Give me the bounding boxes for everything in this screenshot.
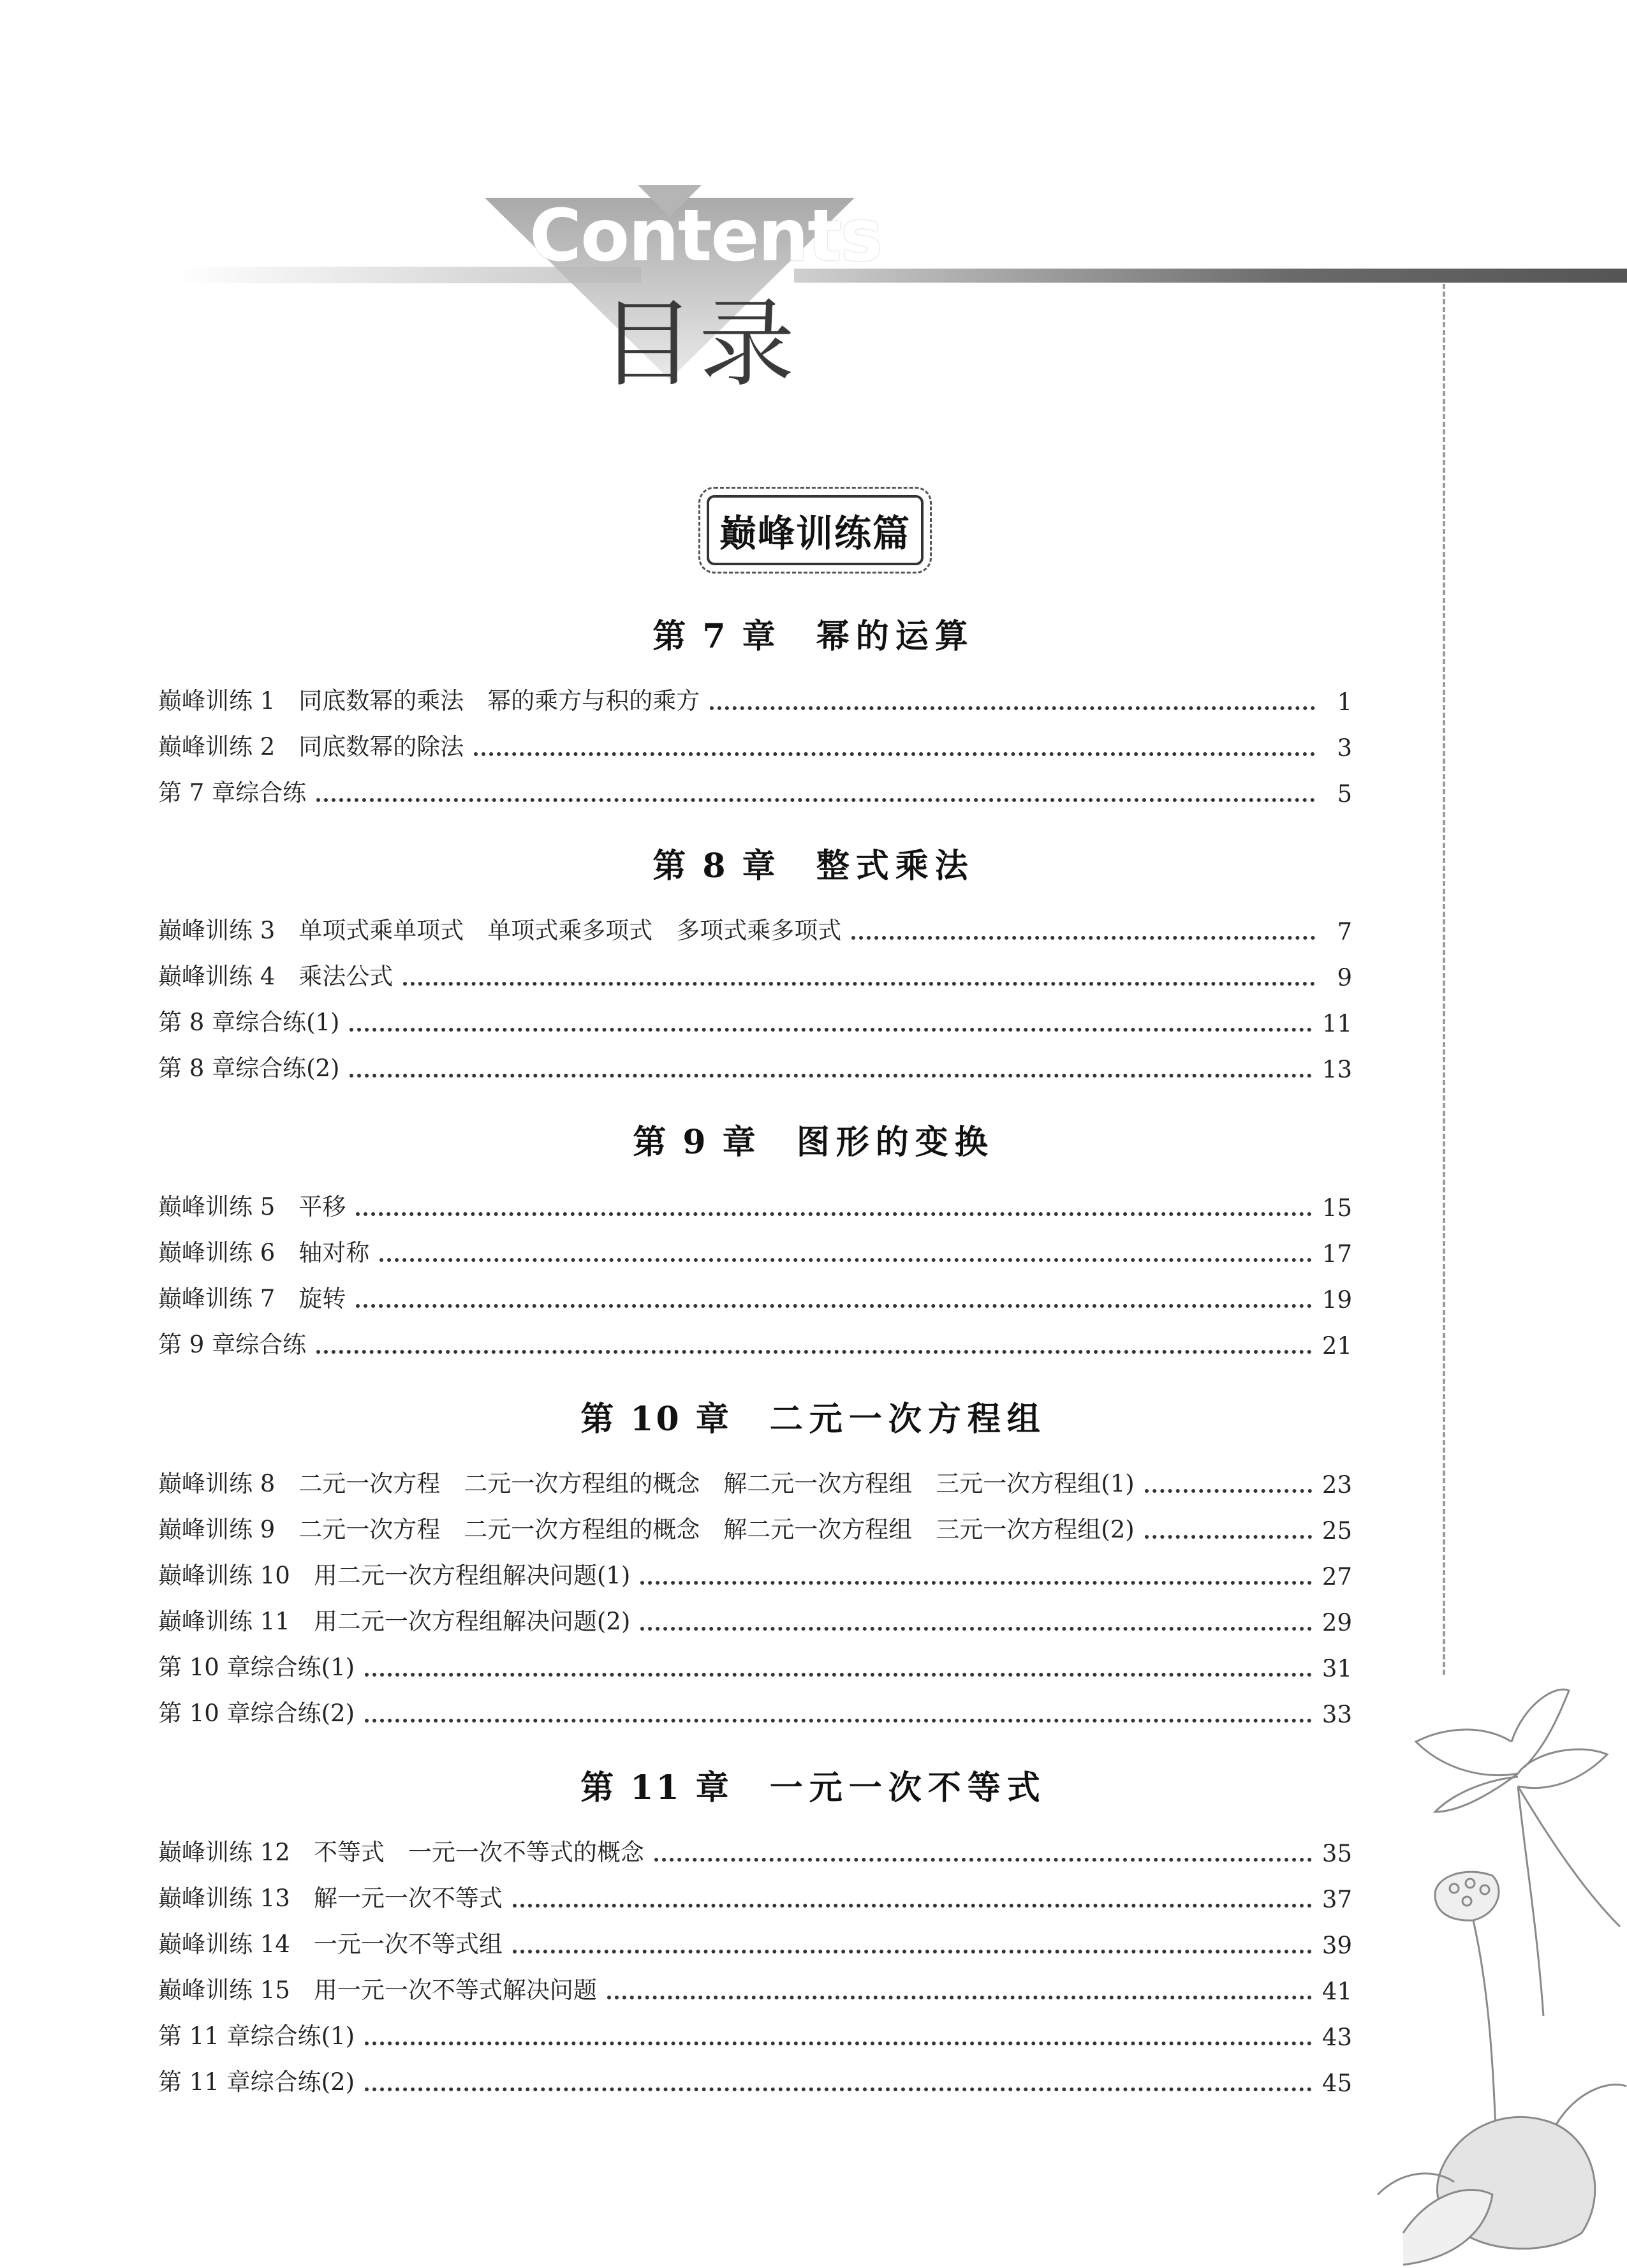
lotus-illustration <box>1365 1684 1627 2268</box>
toc-entry[interactable] <box>158 776 1352 808</box>
chapter-heading-7 <box>0 609 1627 657</box>
page-number: 41 <box>1321 1978 1352 2005</box>
dot-leader <box>365 2087 1312 2091</box>
page-number: 31 <box>1321 1655 1352 1682</box>
toc-entry[interactable] <box>158 1328 1352 1360</box>
chapter-label: 第 11 章 <box>580 1768 732 1807</box>
entry-label: 巅峰训练 8 二元一次方程 二元一次方程组的概念 解二元一次方程组 三元一次方程组(1) <box>158 1470 1135 1497</box>
entry-label: 巅峰训练 5 平移 <box>158 1193 346 1220</box>
entry-label: 第 7 章综合练 <box>158 779 307 806</box>
dot-leader <box>1145 1535 1312 1539</box>
toc-entry[interactable] <box>158 1513 1352 1545</box>
chapter-name: 一元一次不等式 <box>769 1768 1047 1807</box>
dot-leader <box>356 1304 1312 1308</box>
page-number: 33 <box>1321 1701 1352 1728</box>
dot-leader <box>350 1074 1311 1078</box>
dot-leader <box>316 798 1315 802</box>
dot-leader <box>379 1258 1312 1262</box>
chapter-name: 幂的运算 <box>816 617 975 656</box>
page-number: 43 <box>1321 2024 1352 2051</box>
dot-leader <box>1145 1489 1312 1493</box>
chapter-name: 整式乘法 <box>816 847 975 886</box>
entry-label: 巅峰训练 13 解一元一次不等式 <box>158 1885 503 1912</box>
page-number: 37 <box>1321 1886 1352 1913</box>
page-number: 35 <box>1321 1840 1352 1867</box>
entry-label: 巅峰训练 6 轴对称 <box>158 1239 370 1266</box>
page-number: 17 <box>1321 1240 1352 1268</box>
page-number: 21 <box>1321 1332 1352 1360</box>
entry-label: 第 9 章综合练 <box>158 1331 307 1358</box>
dot-leader <box>640 1627 1312 1631</box>
entry-label: 巅峰训练 9 二元一次方程 二元一次方程组的概念 解二元一次方程组 三元一次方程组(2) <box>158 1516 1135 1543</box>
page-number: 3 <box>1337 734 1352 762</box>
dot-leader <box>350 1028 1311 1032</box>
header-bar-right <box>794 269 1627 283</box>
entry-label: 巅峰训练 12 不等式 一元一次不等式的概念 <box>158 1839 644 1866</box>
dot-leader <box>851 936 1315 940</box>
page-number: 29 <box>1321 1609 1352 1636</box>
dot-leader <box>356 1212 1312 1216</box>
entry-label: 巅峰训练 4 乘法公式 <box>158 963 394 990</box>
vertical-dashed-line <box>1443 284 1445 1675</box>
dot-leader <box>365 2042 1312 2045</box>
contents-word: Contents <box>529 195 882 278</box>
chapter-label: 第 8 章 <box>652 847 778 886</box>
dot-leader <box>513 1950 1312 1953</box>
section-title: 巅峰训练篇 <box>719 512 911 555</box>
dot-leader <box>474 752 1315 756</box>
dot-leader <box>640 1581 1312 1585</box>
chapter-label: 第 9 章 <box>633 1123 758 1162</box>
entry-label: 巅峰训练 7 旋转 <box>158 1285 346 1312</box>
dot-leader <box>365 1719 1312 1723</box>
page-number: 19 <box>1321 1286 1352 1314</box>
toc-entry[interactable] <box>158 1559 1352 1590</box>
chapter-name: 图形的变换 <box>796 1123 994 1162</box>
toc-entry[interactable] <box>158 730 1352 762</box>
entry-label: 巅峰训练 10 用二元一次方程组解决问题(1) <box>158 1562 631 1589</box>
page-title: 目录 <box>600 289 799 400</box>
toc-entry[interactable] <box>158 914 1352 945</box>
dot-leader <box>316 1350 1312 1354</box>
chapter-heading-10 <box>0 1392 1627 1440</box>
toc-entry[interactable] <box>158 1190 1352 1222</box>
page-number: 45 <box>1321 2070 1352 2097</box>
page-number: 9 <box>1337 964 1352 991</box>
chapter-label: 第 10 章 <box>580 1400 732 1439</box>
page-number: 13 <box>1321 1056 1352 1083</box>
toc-entry[interactable] <box>158 1650 1352 1682</box>
toc-entry[interactable] <box>158 1927 1352 1959</box>
toc-entry[interactable] <box>158 1696 1352 1728</box>
dot-leader <box>365 1673 1312 1677</box>
dot-leader <box>607 1996 1312 1999</box>
chapter-label: 第 7 章 <box>652 617 778 656</box>
page-number: 15 <box>1321 1194 1352 1222</box>
toc-entry[interactable] <box>158 2065 1352 2097</box>
page-number: 27 <box>1321 1563 1352 1590</box>
toc-entry[interactable] <box>158 1467 1352 1499</box>
dot-leader <box>654 1858 1312 1862</box>
dot-leader <box>513 1904 1312 1908</box>
entry-label: 第 10 章综合练(2) <box>158 1700 355 1727</box>
entry-label: 巅峰训练 2 同底数幂的除法 <box>158 733 464 760</box>
toc-entry[interactable] <box>158 1051 1352 1083</box>
chapter-heading-9 <box>0 1115 1627 1163</box>
toc-entry[interactable] <box>158 1881 1352 1913</box>
toc-entry[interactable] <box>158 2019 1352 2051</box>
toc-entry[interactable] <box>158 1236 1352 1268</box>
entry-label: 巅峰训练 11 用二元一次方程组解决问题(2) <box>158 1608 631 1635</box>
toc-entry[interactable] <box>158 684 1352 716</box>
dot-leader <box>403 982 1315 986</box>
page-number: 23 <box>1321 1471 1352 1499</box>
entry-label: 巅峰训练 3 单项式乘单项式 单项式乘多项式 多项式乘多项式 <box>158 917 842 944</box>
page-number: 11 <box>1321 1010 1352 1037</box>
entry-label: 第 8 章综合练(2) <box>158 1055 340 1082</box>
toc-entry[interactable] <box>158 1282 1352 1314</box>
entry-label: 第 8 章综合练(1) <box>158 1009 340 1036</box>
page-number: 7 <box>1337 918 1352 945</box>
toc-entry[interactable] <box>158 1835 1352 1867</box>
section-title-box <box>707 495 924 565</box>
entry-label: 第 11 章综合练(1) <box>158 2022 355 2050</box>
chapter-name: 二元一次方程组 <box>769 1400 1047 1439</box>
toc-entry[interactable] <box>158 1973 1352 2005</box>
page-number: 25 <box>1321 1517 1352 1545</box>
entry-label: 巅峰训练 15 用一元一次不等式解决问题 <box>158 1976 597 2004</box>
entry-label: 第 11 章综合练(2) <box>158 2068 355 2096</box>
page-number: 39 <box>1321 1932 1352 1959</box>
entry-label: 巅峰训练 14 一元一次不等式组 <box>158 1931 503 1958</box>
entry-label: 巅峰训练 1 同底数幂的乘法 幂的乘方与积的乘方 <box>158 687 700 715</box>
toc-entry[interactable] <box>158 1005 1352 1037</box>
page-number: 1 <box>1337 688 1352 716</box>
entry-label: 第 10 章综合练(1) <box>158 1654 355 1681</box>
chapter-heading-8 <box>0 839 1627 887</box>
toc-entry[interactable] <box>158 1605 1352 1636</box>
dot-leader <box>710 706 1315 710</box>
toc-entry[interactable] <box>158 960 1352 991</box>
page-number: 5 <box>1337 780 1352 808</box>
